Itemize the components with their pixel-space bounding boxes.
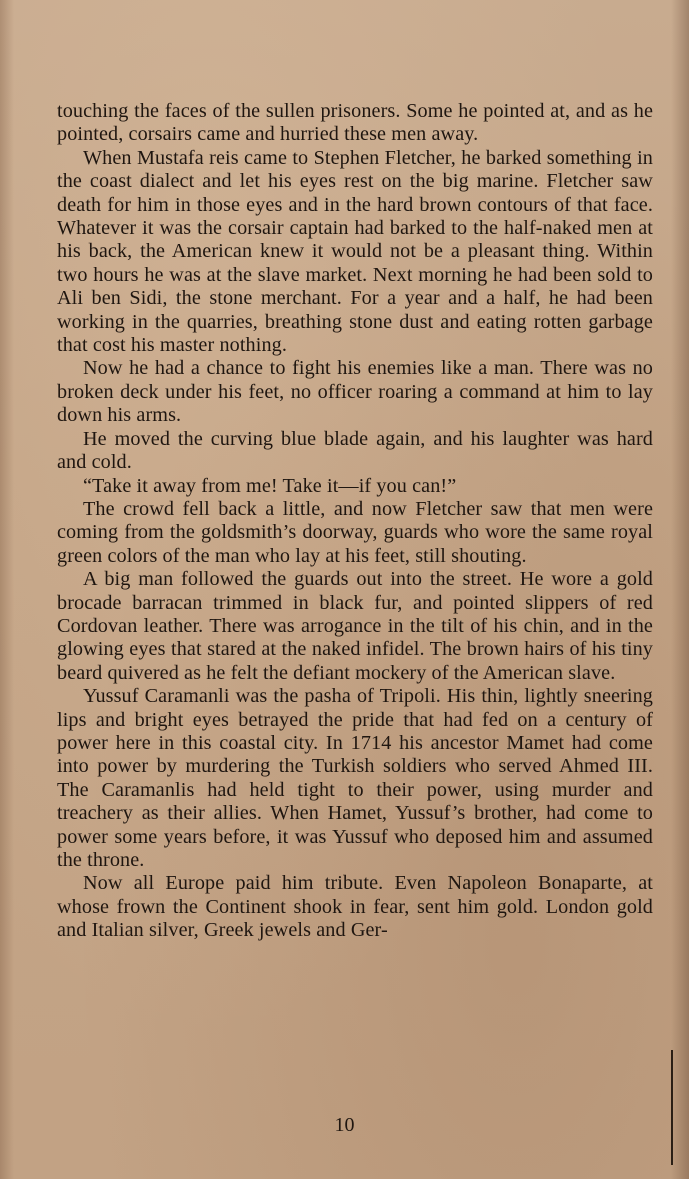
paragraph-8: Yussuf Caramanli was the pasha of Tripoli. His thin, lightly sneering lips and bright eyes betrayed the pride that had fed on a century of power here in this coastal city. In 1714 his ancestor Mamet had come into power by murdering the Turkish soldiers who served Ahmed III. The Caramanlis had held tight to their power, using murder and treachery as their allies. When Hamet, Yussuf’s brother, had come to power some years before, it was Yussuf who deposed him and assumed the throne. [57, 685, 653, 871]
paragraph-6: The crowd fell back a little, and now Fletcher saw that men were coming from the goldsmith’s doorway, guards who wore the same royal green colors of the man who lay at his feet, still shouting. [57, 497, 653, 567]
paragraph-4: He moved the curving blue blade again, and his laughter was hard and cold. [57, 427, 653, 474]
paragraph-2: When Mustafa reis came to Stephen Fletcher, he barked something in the coast dialect and let his eyes rest on the big marine. Fletcher saw death for him in those eyes and in the hard brown contours of that face. Whatever it was the corsair captain had barked to the half-naked men at his back, the American knew it would not be a pleasant thing. Within two hours he was at the slave market. Next morning he had been sold to Ali ben Sidi, the stone merchant. For a year and a half, he had been working in the quarries, breathing stone dust and eating rotten garbage that cost his master nothing. [57, 146, 653, 357]
paragraph-3: Now he had a chance to fight his enemies like a man. There was no broken deck under his feet, no officer roaring a command at him to lay down his arms. [57, 357, 653, 427]
page-edge-line [671, 1050, 673, 1165]
body-text [57, 100, 653, 943]
paragraph-7: A big man followed the guards out into the street. He wore a gold brocade barracan trimmed in black fur, and pointed slippers of red Cordovan leather. There was arrogance in the tilt of his chin, and in the glowing eyes that stared at the naked infidel. The brown hairs of his tiny beard quivered as he felt the defiant mockery of the American slave. [57, 568, 653, 684]
paragraph-1: touching the faces of the sullen prisoners. Some he pointed at, and as he pointed, corsairs came and hurried these men away. [57, 100, 653, 146]
page-number: 10 [334, 1114, 355, 1136]
paragraph-9: Now all Europe paid him tribute. Even Napoleon Bonaparte, at whose frown the Continent shook in fear, sent him gold. London gold and Italian silver, Greek jewels and Ger- [57, 872, 653, 942]
paragraph-5: “Take it away from me! Take it—if you can!” [83, 474, 457, 497]
